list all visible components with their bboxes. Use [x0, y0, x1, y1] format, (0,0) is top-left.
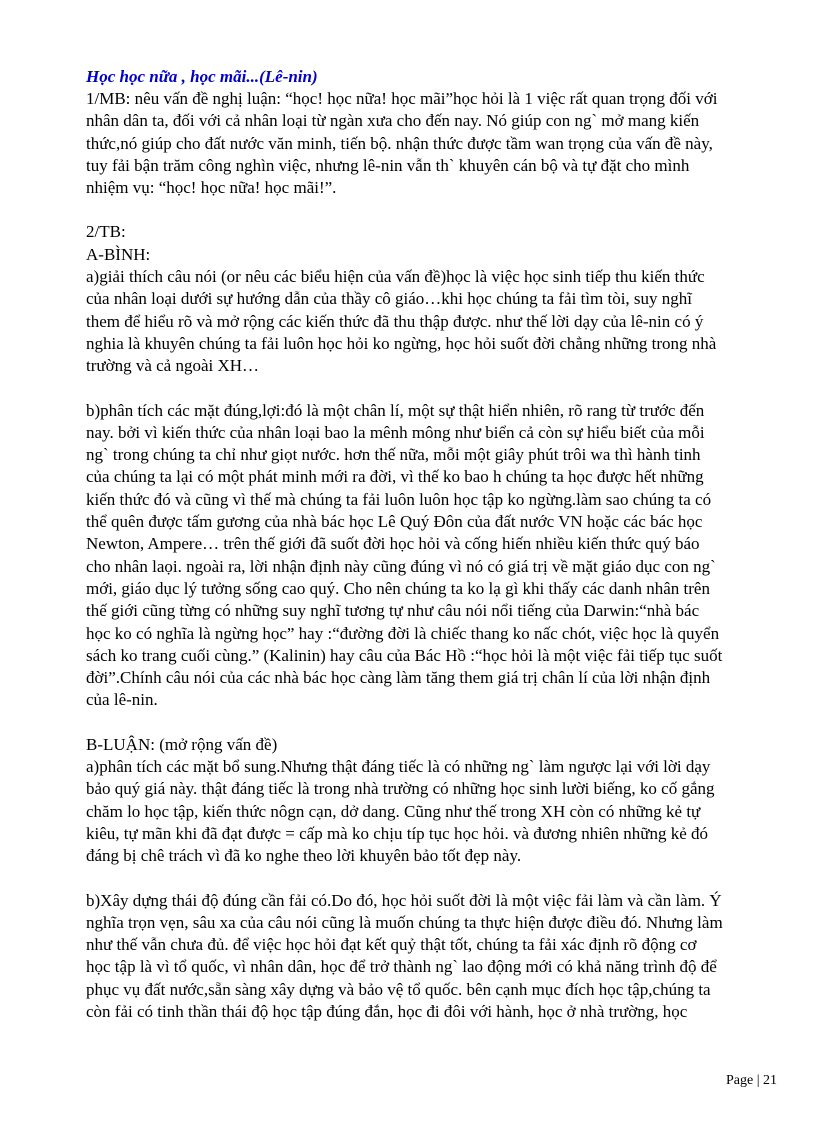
text-line: them để hiểu rõ và mở rộng các kiến thức đã thu thập được. như thế lời dạy của lê-nin có ý [86, 311, 704, 331]
text-line: a)giải thích câu nói (or nêu các biểu hiện của vấn đề)học là việc học sinh tiếp thu kiến thức [86, 267, 705, 287]
paragraph-gap [86, 868, 790, 890]
text-line: bảo quý giá này. thật đáng tiếc là trong nhà trường có những học sinh lười biếng, ko cố gắng [86, 779, 715, 799]
text-line: nhiệm vụ: “học! học nữa! học mãi!”. [86, 178, 337, 198]
paragraph-gap [86, 378, 790, 400]
text-line: nay. bởi vì kiến thức của nhân loại bao la mênh mông như biển cả còn sự hiểu biết của mỗi [86, 422, 705, 442]
text-line: 1/MB: nêu vấn đề nghị luận: “học! học nữa! học mãi”học hỏi là 1 việc rất quan trọng đối với [86, 89, 718, 108]
text-line: của lê-nin. [86, 690, 158, 710]
text-line: B-LUẬN: (mở rộng vấn đề) [86, 734, 278, 754]
text-line: học ko có nghĩa là ngừng học” hay :“đường đời là chiếc thang ko nấc chót, việc học là quyển [86, 623, 720, 643]
page-number: Page | 21 [726, 1073, 778, 1088]
paragraph [86, 734, 790, 868]
text-line: Newton, Ampere… trên thế giới đã suốt đời học hỏi và cống hiến nhiều kiến thức quý báo [86, 534, 700, 554]
document-body [86, 88, 790, 1023]
text-line: ng` trong chúng ta chỉ như giọt nước. hơn thế nữa, mỗi một giây phút trôi wa thì hành tinh [86, 445, 701, 465]
paragraph-gap [86, 712, 790, 734]
text-line: b)phân tích các mặt đúng,lợi:đó là một chân lí, một sự thật hiển nhiên, rõ rang từ trước đến [86, 400, 705, 420]
text-line: kiến thức đó và cũng vì thế mà chúng ta fải luôn luôn học tập ko ngừng.làm sao chúng ta có [86, 489, 712, 509]
text-line: như thế vẫn chưa đủ. để việc học hỏi đạt kết quỷ thật tốt, chúng ta fải xác định rõ động cơ [86, 935, 697, 955]
paragraph [86, 400, 790, 712]
document-page [86, 66, 790, 1023]
text-line: nghia là khuyên chúng ta fải luôn học hỏi ko ngừng, học hỏi suốt đời chẳng những trong nhà [86, 333, 717, 353]
text-line: còn fải có tinh thần thái độ học tập đúng đắn, học đi đôi với hành, học ở nhà trường, học [86, 1001, 688, 1021]
text-line: 2/TB: [86, 222, 126, 242]
paragraph [86, 890, 790, 1024]
text-line: b)Xây dựng thái độ đúng cần fải có.Do đó, học hỏi suốt đời là một việc fải làm và cần làm. Ý [86, 890, 722, 910]
text-line: nghĩa trọn vẹn, sâu xa của câu nói cũng là muốn chúng ta thực hiện được điều đó. Nhưng làm [86, 912, 723, 932]
paragraph [86, 221, 790, 377]
text-line: thể quên được tấm gương của nhà bác học Lê Quý Đôn của đất nước VN hoặc các bác học [86, 512, 703, 532]
paragraph-gap [86, 199, 790, 221]
text-line: kiêu, tự mãn khi đã đạt được = cấp mà ko chịu típ tục học hỏi. và đương nhiên những kẻ đó [86, 823, 708, 843]
paragraph [86, 88, 790, 199]
text-line: tuy fải bận trăm công nghìn việc, nhưng lê-nin vẫn th` khuyên cán bộ và tự đặt cho mình [86, 155, 690, 175]
text-line: của nhân loại dưới sự hướng dẫn của thầy cô giáo…khi học chúng ta fải tìm tòi, suy nghĩ [86, 289, 693, 309]
text-line: học tập là vì tổ quốc, vì nhân dân, học để trở thành ng` lao động mới có khả năng trình độ để [86, 957, 717, 977]
text-line: trường và cả ngoài XH… [86, 356, 260, 376]
document-title: Học học nữa , học mãi...(Lê-nin) [86, 67, 318, 86]
text-line: thế giới cũng từng có những suy nghĩ tương tự như câu nói nổi tiếng của Darwin:“nhà bác [86, 601, 700, 621]
text-line: thức,nó giúp cho đất nước văn minh, tiến bộ. nhận thức được tầm wan trọng của vấn đề này, [86, 133, 713, 153]
text-line: đời”.Chính câu nói của các nhà bác học càng làm tăng them giá trị chân lí của lời nhận định [86, 668, 711, 688]
text-line: nhân dân ta, đối với cả nhân loại từ ngàn xưa cho đến nay. Nó giúp con ng` mở mang kiến [86, 111, 700, 131]
text-line: của chúng ta lại có một phát minh mới ra đời, vì thế ko bao h chúng ta học được hết những [86, 467, 704, 487]
text-line: A-BÌNH: [86, 244, 151, 264]
text-line: chăm lo học tập, kiến thức nôgn cạn, dở dang. Cũng như thế trong XH còn có những kẻ tự [86, 801, 701, 821]
text-line: sách ko trang cuối cùng.” (Kalinin) hay câu của Bác Hồ :“học hỏi là một việc fải tiếp tục suốt [86, 645, 723, 665]
text-line: a)phân tích các mặt bổ sung.Nhưng thật đáng tiếc là có những ng` làm ngược lại với lời dạy [86, 757, 711, 777]
text-line: cho nhân laọi. ngoài ra, lời nhận định này cũng đúng vì nó có giá trị về mặt giáo dục con ng` [86, 556, 716, 576]
text-line: phục vụ đất nước,sẵn sàng xây dựng và bảo vệ tổ quốc. bên cạnh mục đích học tập,chúng ta [86, 979, 711, 999]
text-line: mới, giáo dục lý tưởng sống cao quý. Cho nên chúng ta ko lạ gì khi thấy các danh nhân trên [86, 578, 710, 598]
text-line: đáng bị chê trách vì đã ko nghe theo lời khuyên bảo tốt đẹp này. [86, 846, 522, 866]
